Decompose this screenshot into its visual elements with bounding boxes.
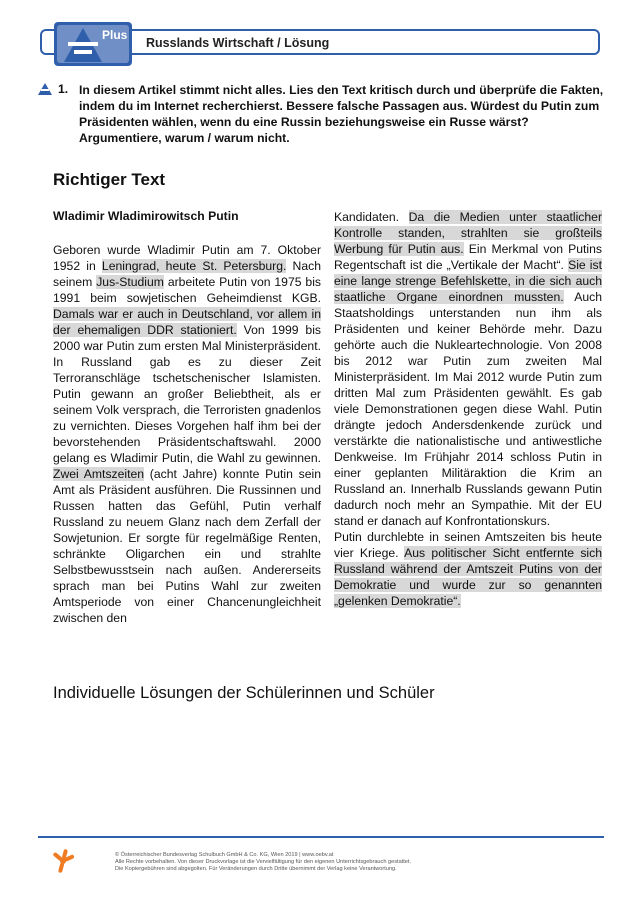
corrected-passage: Sie ist eine lange strenge Befehlskette, in die sich auch staatliche Organe einordnen mussten.	[334, 258, 602, 304]
footer-line-3: Die Kopiergebühren sind abgegolten. Für Veränderungen durch Dritte übernimmt der Verlag keine Verantwortung.	[115, 866, 397, 872]
article-column-right	[334, 209, 602, 609]
article-paragraph	[334, 209, 602, 529]
article-text: Geboren wurde Wladimir Putin am 7. Oktober 1952 in	[53, 243, 321, 273]
page-header-title: Russlands Wirtschaft / Lösung	[146, 36, 330, 50]
corrected-passage: Jus-Studium	[96, 275, 164, 289]
article-paragraph	[334, 529, 602, 609]
article-text: Putin durchlebte in seinen Amtszeiten bis heute vier Kriege.	[334, 530, 602, 560]
footer-divider	[38, 836, 604, 838]
article-text: Nach seinem	[53, 259, 321, 289]
corrected-passage: Zwei Amtszeiten	[53, 467, 145, 481]
publisher-logo-icon	[50, 848, 76, 874]
footer-line-1: © Österreichischer Bundesverlag Schulbuch GmbH & Co. KG, Wien 2019 | www.oebv.at	[115, 852, 334, 858]
corrected-passage: Aus politischer Sicht entfernte sich Russland während der Amtszeit Putins von der Demokratie und wurde zur so genannten „gelenken Demokratie“.	[334, 546, 602, 608]
corrected-passage: Da die Medien unter staatlicher Kontrolle standen, strahlten sie großteils Werbung für Putin aus.	[334, 210, 602, 256]
task-instruction: In diesem Artikel stimmt nicht alles. Lies den Text kritisch durch und überprüfe die Fakten, indem du im Internet recherchierst. Bessere falsche Passagen aus. Würdest du Putin zum Präsidenten wählen, wenn du eine Russin beziehungsweise ein Russe wärst? Argumentiere, warum / warum nicht.	[79, 83, 604, 145]
article-text: arbeitete Putin von 1975 bis 1991 beim sowjetischen Geheimdienst KGB.	[53, 275, 321, 305]
task-triangle-icon	[38, 83, 52, 95]
logo-badge-text: Plus	[102, 28, 128, 42]
corrected-passage: Damals war er auch in Deutschland, vor allem in der ehemaligen DDR stationiert.	[53, 307, 321, 337]
article-text: Auch Staatsholdings unterstanden nun ihm als Präsidenten und keiner Behörde mehr. Dazu gehörte auch die Nukleartechnologie. Von 2008 bis 2012 war Putin zum zweiten Mal Ministerpräsident. Im Mai 2012 wurde Putin zum dritten Mal zum Präsidenten gewählt. Es gab viele Demonstrationen gegen diese Wahl. Putin drängte jedoch Andersdenkende zurück und verstärkte die nationalistische und antiwestliche Denkweise. Im Frühjahr 2014 schloss Putin in einer geplanten Militäraktion die Krim an Russland an. Innerhalb Russlands gewann Putin dadurch noch mehr an Sympathie. Mit der EU stand er danach auf Konfrontationskurs.	[334, 290, 602, 528]
article-title: Wladimir Wladimirowitsch Putin	[53, 209, 239, 223]
footer-copyright	[115, 852, 411, 873]
article-text: Ein Merkmal von Putins Regentschaft ist die „Vertikale der Macht“.	[334, 242, 602, 272]
section-heading: Richtiger Text	[53, 170, 166, 189]
footer-line-2: Alle Rechte vorbehalten. Von dieser Druckvorlage ist die Vervielfältigung für den eigenen Unterrichtsgebrauch gestattet.	[115, 859, 412, 865]
article-text: Von 1999 bis 2000 war Putin zum ersten Mal Ministerpräsident. In Russland gab es zu dieser Zeit Terroranschläge tschetschenischer Islamisten. Putin gewann an großer Beliebtheit, als er seinem Volk versprach, die Terroristen gnadenlos zu vernichten. Dieses Vorgehen half ihm bei der bevorstehenden Präsidentschaftswahl. 2000 gelang es Wladimir Putin, die Wahl zu gewinnen.	[53, 323, 321, 465]
article-paragraph	[53, 242, 321, 626]
solutions-heading: Individuelle Lösungen der Schülerinnen und Schüler	[53, 684, 435, 702]
article-column-left	[53, 242, 321, 626]
plus-logo-icon	[54, 22, 132, 66]
corrected-passage: Leningrad, heute St. Petersburg.	[101, 259, 287, 273]
task-number: 1.	[58, 82, 69, 96]
article-text: Kandidaten.	[334, 210, 409, 224]
article-text: (acht Jahre) konnte Putin sein Amt als Präsident ausführen. Die Russinnen und Russen hatten das Gefühl, Putin verhalf Russland zu neuem Glanz nach dem Zerfall der Sowjetunion. Er sorgte für regelmäßige Renten, schränkte Oligarchen ein und strahlte Selbstbewusstsein nach außen. Andererseits sprach man bei Putins Wahl zur zweiten Amtsperiode von einer Chancenungleichheit zwischen den	[53, 467, 321, 625]
